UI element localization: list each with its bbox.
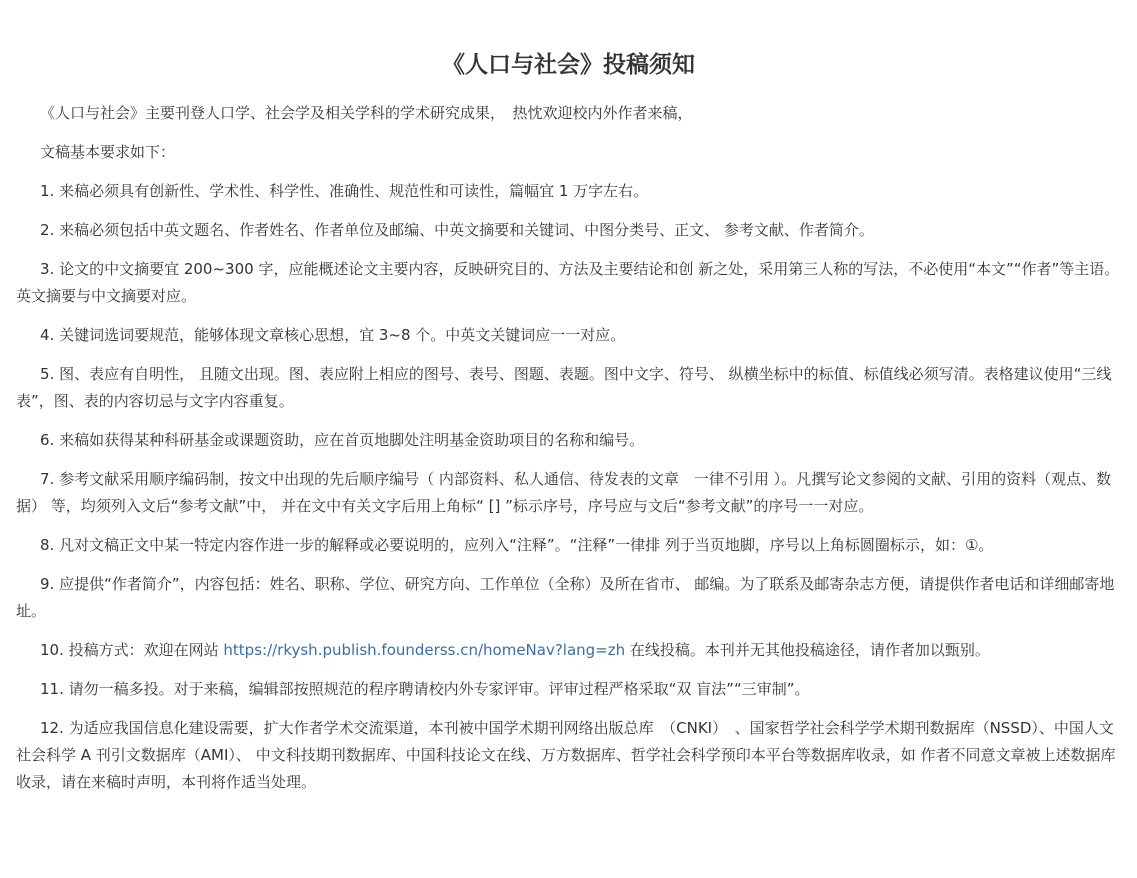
requirement-item-8: 8. 凡对文稿正文中某一特定内容作进一步的解释或必要说明的，应列入“注释”。“注释”一律排 列于当页地脚，序号以上角标圆圈标示，如：①。: [40, 536, 994, 554]
requirement-item-4: 4. 关键词选词要规范，能够体现文章核心思想，宜 3~8 个。中英文关键词应一一对应。: [40, 326, 626, 344]
page-title: 《人口与社会》投稿须知: [442, 52, 695, 78]
requirement-item-6: 6. 来稿如获得某种科研基金或课题资助，应在首页地脚处注明基金资助项目的名称和编号。: [40, 431, 645, 449]
submission-website-link[interactable]: https://rkysh.publish.founderss.cn/homeNav?lang=zh: [223, 641, 626, 659]
requirement-item-11: 11. 请勿一稿多投。对于来稿，编辑部按照规范的程序聘请校内外专家评审。评审过程严格采取“双 盲法”“三审制”。: [40, 680, 810, 698]
requirement-item-7: 7. 参考文献采用顺序编码制，按文中出现的先后顺序编号（ 内部资料、私人通信、待发表的文章 一律不引用 ）。凡撰写论文参阅的文献、引用的资料（观点、数据） 等，均须列入文后“参考文献”中， 并在文中有关文字后用上角标“ [] ”标示序号，序号应与文后“参考文献”的序号一一对应。: [16, 470, 1112, 515]
item-10-suffix: 在线投稿。本刊并无其他投稿途径，请作者加以甄别。: [625, 641, 990, 659]
requirement-item-12: 12. 为适应我国信息化建设需要，扩大作者学术交流渠道，本刊被中国学术期刊网络出版总库 （CNKI） 、国家哲学社会科学学术期刊数据库（NSSD）、中国人文社会科学 A 刊引文数据库（AMI）、 中文科技期刊数据库、中国科技论文在线、万方数据库、哲学社会科学预印本平台等数据库收录，如 作者不同意文章被上述数据库收录，请在来稿时声明，本刊将作适当处理。: [16, 719, 1116, 791]
basic-requirements-heading: 文稿基本要求如下：: [40, 143, 176, 161]
intro-paragraph: 《人口与社会》主要刊登人口学、社会学及相关学科的学术研究成果， 热忱欢迎校内外作者来稿，: [40, 104, 693, 122]
item-10-prefix: 10. 投稿方式：欢迎在网站: [40, 641, 224, 659]
requirement-item-2: 2. 来稿必须包括中英文题名、作者姓名、作者单位及邮编、中英文摘要和关键词、中图分类号、正文、 参考文献、作者简介。: [40, 221, 874, 239]
requirement-item-10: [16, 637, 1121, 664]
requirement-item-5: 5. 图、表应有自明性， 且随文出现。图、表应附上相应的图号、表号、图题、表题。图中文字、符号、 纵横坐标中的标值、标值线必须写清。表格建议使用“三线表”，图、表的内容切忌与文字内容重复。: [16, 365, 1112, 410]
requirement-item-3: 3. 论文的中文摘要宜 200~300 字，应能概述论文主要内容，反映研究目的、方法及主要结论和创 新之处，采用第三人称的写法，不必使用“本文”“作者”等主语。英文摘要与中文摘要对应。: [16, 260, 1120, 305]
requirement-item-1: 1. 来稿必须具有创新性、学术性、科学性、准确性、规范性和可读性，篇幅宜 1 万字左右。: [40, 182, 649, 200]
requirement-item-9: 9. 应提供“作者简介”，内容包括：姓名、职称、学位、研究方向、工作单位（全称）及所在省市、 邮编。为了联系及邮寄杂志方便，请提供作者电话和详细邮寄地址。: [16, 575, 1115, 620]
